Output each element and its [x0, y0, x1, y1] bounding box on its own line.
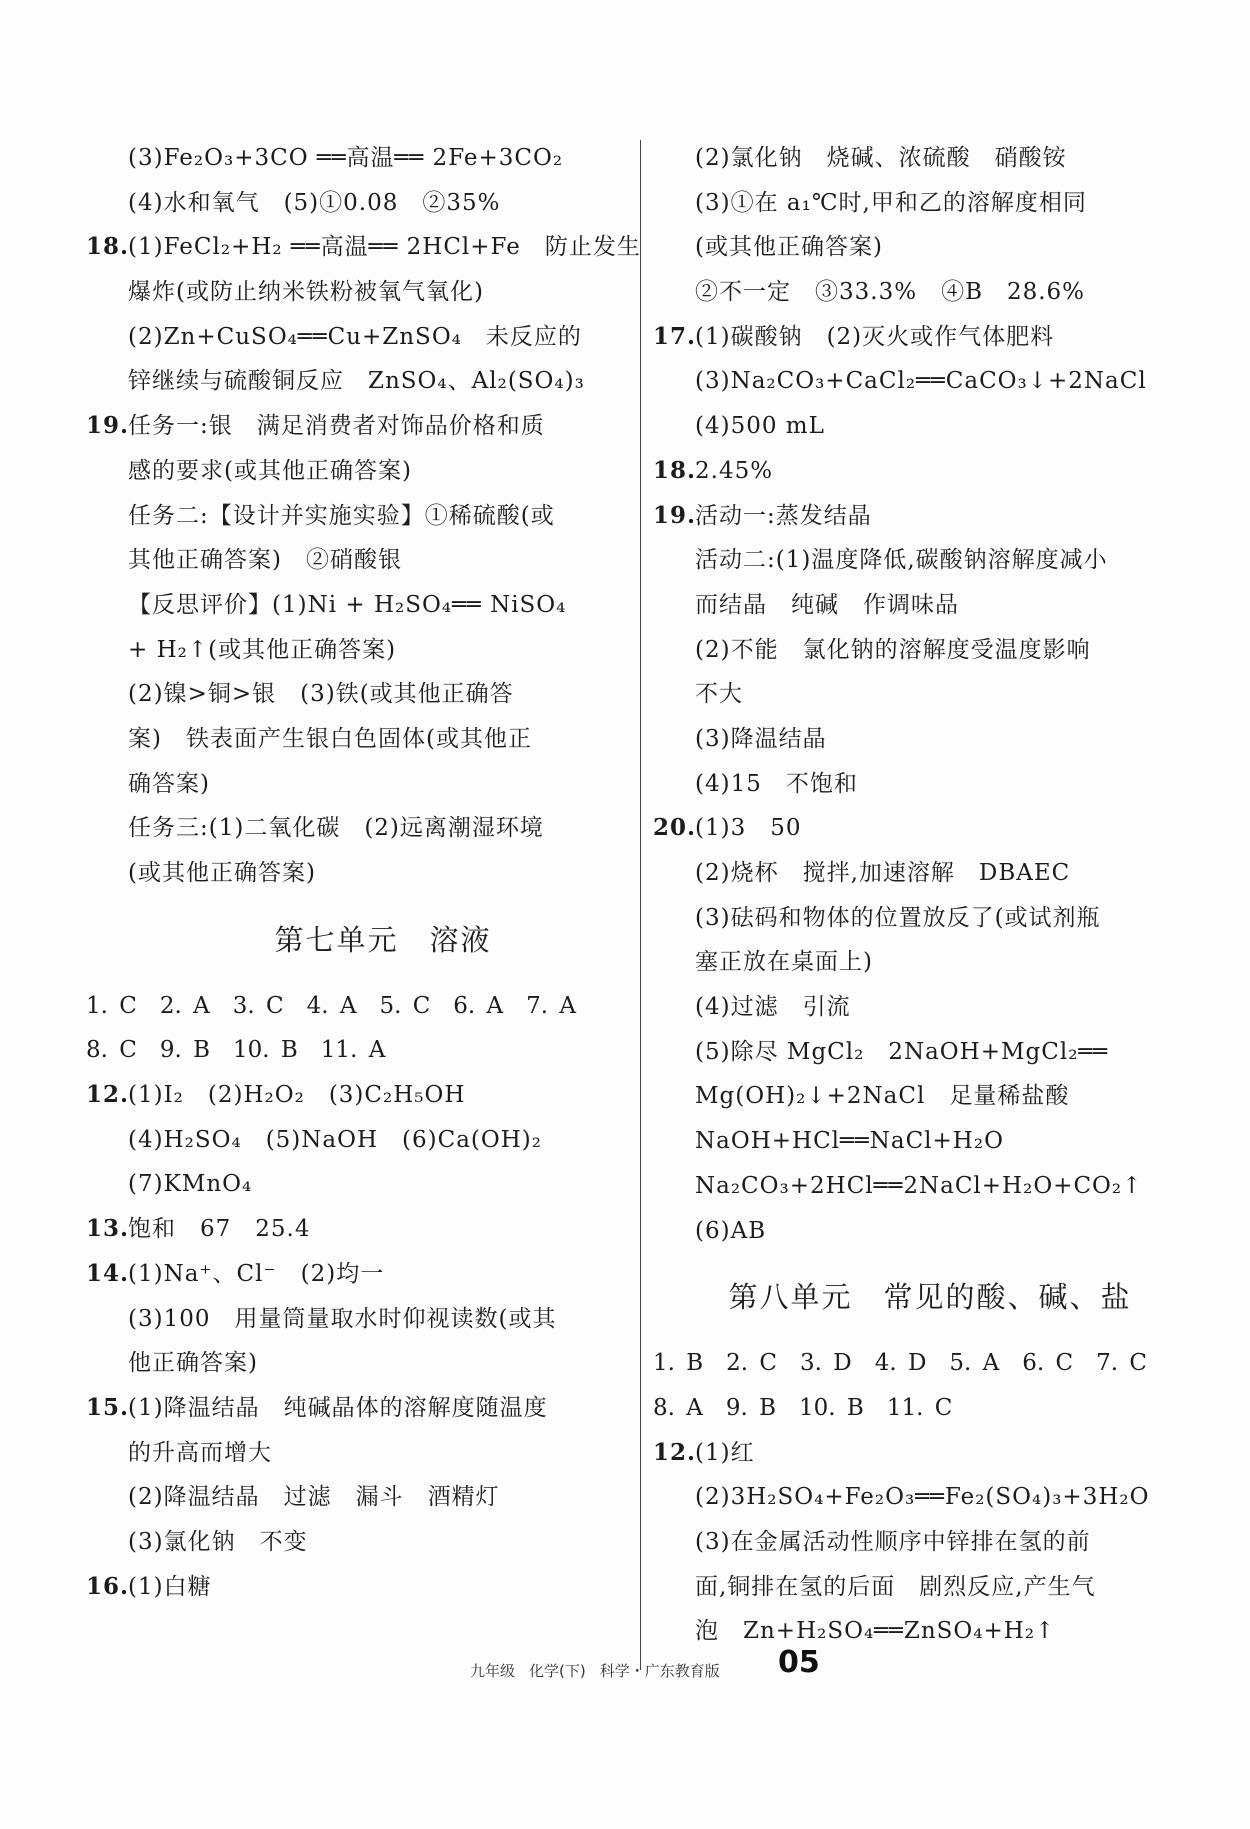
- answer-line: [695, 1475, 1165, 1520]
- question-number: 12.: [86, 1081, 130, 1109]
- answer-line: [695, 896, 1165, 941]
- footer-subject: 化学(下): [529, 1661, 586, 1680]
- question-number: 18.: [653, 456, 697, 484]
- answer-text: (3)①在 a₁℃时,甲和乙的溶解度相同: [695, 189, 1087, 216]
- answer-line: [695, 717, 1165, 762]
- answer-line: [695, 1209, 1165, 1254]
- answer-line: [653, 315, 1165, 360]
- left-multiple-choice: [86, 984, 638, 1073]
- question-number: 14.: [86, 1259, 130, 1287]
- answer-text: (3)100 用量筒量取水时仰视读数(或其: [128, 1305, 557, 1332]
- answer-line: [695, 359, 1165, 404]
- answer-line: [695, 1164, 1165, 1209]
- answer-text: (1)I₂ (2)H₂O₂ (3)C₂H₅OH: [128, 1082, 466, 1109]
- answer-text: 任务三:(1)二氧化碳 (2)远离潮湿环境: [128, 815, 544, 842]
- answer-text: (4)过滤 引流: [695, 994, 851, 1021]
- answer-text: Na₂CO₃+2HCl══2NaCl+H₂O+CO₂↑: [695, 1172, 1143, 1199]
- question-number: 16.: [86, 1572, 130, 1600]
- answer-text: 【反思评价】(1)Ni + H₂SO₄══ NiSO₄: [128, 591, 567, 618]
- section-title-unit8: 第八单元 常见的酸、碱、盐: [728, 1280, 1132, 1315]
- answer-line: [695, 1565, 1165, 1610]
- answer-line: [128, 1297, 638, 1342]
- page-footer: [470, 1650, 720, 1690]
- question-number: 15.: [86, 1393, 130, 1421]
- answer-line: [86, 1207, 638, 1252]
- answer-text: NaOH+HCl══NaCl+H₂O: [695, 1128, 1004, 1155]
- answer-text: 确答案): [128, 770, 210, 797]
- answer-line: [128, 1520, 638, 1565]
- answer-line: [695, 985, 1165, 1030]
- answer-line: [695, 538, 1165, 583]
- answer-line: [653, 806, 1165, 851]
- answer-text: (3)降温结晶: [695, 725, 827, 752]
- footer-edition: 科学・广东教育版: [599, 1661, 720, 1680]
- answer-text: (3)砝码和物体的位置放反了(或试剂瓶: [695, 904, 1101, 931]
- answer-text: (2)氯化钠 烧碱、浓硫酸 硝酸铵: [695, 145, 1067, 171]
- answer-text: (2)3H₂SO₄+Fe₂O₃══Fe₂(SO₄)₃+3H₂O: [695, 1484, 1150, 1511]
- question-number: 20.: [653, 814, 697, 842]
- answer-line: [695, 181, 1165, 226]
- answer-text: 泡 Zn+H₂SO₄══ZnSO₄+H₂↑: [695, 1618, 1056, 1645]
- answer-line: [128, 717, 638, 762]
- answer-text: (4)水和氧气 (5)①0.08 ②35%: [128, 189, 501, 216]
- answer-line: [128, 851, 638, 896]
- answer-line: [695, 136, 1165, 181]
- answer-text: (1)碳酸钠 (2)灭火或作气体肥料: [695, 323, 1055, 350]
- answer-text: 感的要求(或其他正确答案): [128, 457, 412, 484]
- answer-text: 2.45%: [695, 457, 774, 484]
- answer-text: (1)降温结晶 纯碱晶体的溶解度随温度: [128, 1394, 548, 1421]
- answer-text: (1)白糖: [128, 1573, 212, 1600]
- answer-line: [695, 270, 1165, 315]
- answer-line: [128, 315, 638, 360]
- right-multiple-choice: [653, 1341, 1165, 1430]
- answer-text: (4)15 不饱和: [695, 770, 858, 797]
- answer-text: Mg(OH)₂↓+2NaCl 足量稀盐酸: [695, 1083, 1070, 1110]
- answer-line: [695, 672, 1165, 717]
- answer-text: 的升高而增大: [128, 1439, 272, 1466]
- answer-line: [695, 404, 1165, 449]
- answer-line: [128, 449, 638, 494]
- answer-line: [128, 1162, 638, 1207]
- footer-grade: 九年级: [470, 1661, 516, 1680]
- answer-text: (或其他正确答案): [128, 860, 316, 886]
- answer-line: [86, 225, 641, 270]
- answer-text: (2)降温结晶 过滤 漏斗 酒精灯: [128, 1484, 500, 1511]
- answer-line: [695, 1520, 1165, 1565]
- column-divider: [640, 140, 641, 1670]
- answer-text: (3)在金属活动性顺序中锌排在氢的前: [695, 1528, 1091, 1555]
- answer-text: 任务二:【设计并实施实验】①稀硫酸(或: [128, 502, 555, 529]
- answer-text: 爆炸(或防止纳米铁粉被氧气氧化): [128, 279, 484, 306]
- answer-line: [695, 940, 1165, 985]
- answer-line: [128, 672, 638, 717]
- question-number: 19.: [653, 501, 697, 529]
- answer-text: (3)氯化钠 不变: [128, 1528, 308, 1555]
- right-answers-block-1: [653, 136, 1165, 1253]
- multiple-choice-row: 8. C 9. B 10. B 11. A: [86, 1037, 386, 1064]
- answer-line: [695, 628, 1165, 673]
- answer-line: [695, 1074, 1165, 1119]
- answer-line: [128, 136, 638, 181]
- left-column: [86, 136, 641, 1609]
- answer-line: [695, 225, 1165, 270]
- answer-line: [128, 1475, 638, 1520]
- answer-text: (2)烧杯 搅拌,加速溶解 DBAEC: [695, 860, 1071, 886]
- answer-line: [128, 494, 638, 539]
- answer-text: (1)3 50: [695, 815, 802, 842]
- answer-line: [86, 1252, 638, 1297]
- answer-line: [128, 181, 638, 226]
- page-number: 05: [778, 1645, 820, 1680]
- answer-line: [128, 628, 638, 673]
- question-number: 13.: [86, 1215, 130, 1243]
- answer-text: (4)H₂SO₄ (5)NaOH (6)Ca(OH)₂: [128, 1126, 542, 1153]
- answer-text: (3)Na₂CO₃+CaCl₂══CaCO₃↓+2NaCl: [695, 368, 1147, 395]
- answer-line: [86, 1073, 638, 1118]
- answer-text: 任务一:银 满足消费者对饰品价格和质: [128, 413, 545, 440]
- answer-text: 活动一:蒸发结晶: [695, 502, 872, 529]
- answer-text: 面,铜排在氢的后面 剧烈反应,产生气: [695, 1573, 1096, 1600]
- left-answers-block-2: [86, 1073, 638, 1609]
- answer-text: 不大: [695, 681, 743, 708]
- question-number: 12.: [653, 1438, 697, 1466]
- multiple-choice-row: 1. B 2. C 3. D 4. D 5. A 6. C 7. C: [653, 1350, 1147, 1377]
- answer-text: (或其他正确答案): [695, 234, 883, 261]
- answer-line: [86, 1386, 638, 1431]
- answer-text: (2)不能 氯化钠的溶解度受温度影响: [695, 636, 1091, 663]
- answer-text: 其他正确答案) ②硝酸银: [128, 547, 402, 574]
- answer-text: (3)Fe₂O₃+3CO ══高温══ 2Fe+3CO₂: [128, 145, 564, 171]
- question-number: 19.: [86, 412, 130, 440]
- answer-text: 活动二:(1)温度降低,碳酸钠溶解度减小: [695, 547, 1108, 574]
- answer-line: [695, 1609, 1165, 1654]
- multiple-choice-row: 8. A 9. B 10. B 11. C: [653, 1394, 953, 1421]
- answer-line: [128, 538, 638, 583]
- answer-text: (1)FeCl₂+H₂ ══高温══ 2HCl+Fe 防止发生: [128, 234, 641, 261]
- answer-text: 而结晶 纯碱 作调味品: [695, 591, 959, 618]
- answer-text: (6)AB: [695, 1217, 767, 1244]
- answer-line: [128, 1431, 638, 1476]
- answer-line: [695, 851, 1165, 896]
- question-number: 17.: [653, 322, 697, 350]
- answer-text: (7)KMnO₄: [128, 1171, 253, 1198]
- section-title-unit7: 第七单元 溶液: [274, 922, 492, 957]
- answer-line: [695, 1119, 1165, 1164]
- answer-line: [653, 494, 1165, 539]
- multiple-choice-row: 1. C 2. A 3. C 4. A 5. C 6. A 7. A: [86, 992, 577, 1019]
- answer-text: (2)Zn+CuSO₄══Cu+ZnSO₄ 未反应的: [128, 323, 582, 350]
- answer-text: ②不一定 ③33.3% ④B 28.6%: [695, 279, 1086, 306]
- answer-line: [128, 270, 638, 315]
- right-answers-block-2: [653, 1431, 1165, 1654]
- answer-text: 饱和 67 25.4: [128, 1216, 311, 1243]
- answer-line: [128, 762, 638, 807]
- answer-line: [695, 583, 1165, 628]
- question-number: 18.: [86, 233, 130, 261]
- answer-text: (4)500 mL: [695, 413, 825, 440]
- answer-text: 案) 铁表面产生银白色固体(或其他正: [128, 725, 532, 752]
- answer-line: [128, 1341, 638, 1386]
- answer-text: 他正确答案): [128, 1350, 258, 1377]
- answer-line: [695, 1030, 1165, 1075]
- answer-text: 锌继续与硫酸铜反应 ZnSO₄、Al₂(SO₄)₃: [128, 368, 585, 395]
- answer-line: [128, 583, 638, 628]
- left-answers-block-1: [86, 136, 641, 896]
- answer-line: [128, 806, 638, 851]
- answer-line: [86, 404, 638, 449]
- answer-text: + H₂↑(或其他正确答案): [128, 636, 397, 663]
- answer-line: [653, 1431, 1165, 1476]
- answer-text: 塞正放在桌面上): [695, 949, 873, 976]
- answer-line: [653, 449, 1165, 494]
- answer-line: [86, 1565, 638, 1610]
- answer-line: [695, 762, 1165, 807]
- answer-text: (5)除尽 MgCl₂ 2NaOH+MgCl₂══: [695, 1038, 1109, 1065]
- answer-text: (2)镍>铜>银 (3)铁(或其他正确答: [128, 681, 514, 708]
- answer-text: (1)Na⁺、Cl⁻ (2)均一: [128, 1260, 385, 1287]
- right-column: [653, 136, 1165, 1654]
- answer-text: (1)红: [695, 1439, 755, 1466]
- answer-line: [128, 1118, 638, 1163]
- answer-line: [128, 359, 638, 404]
